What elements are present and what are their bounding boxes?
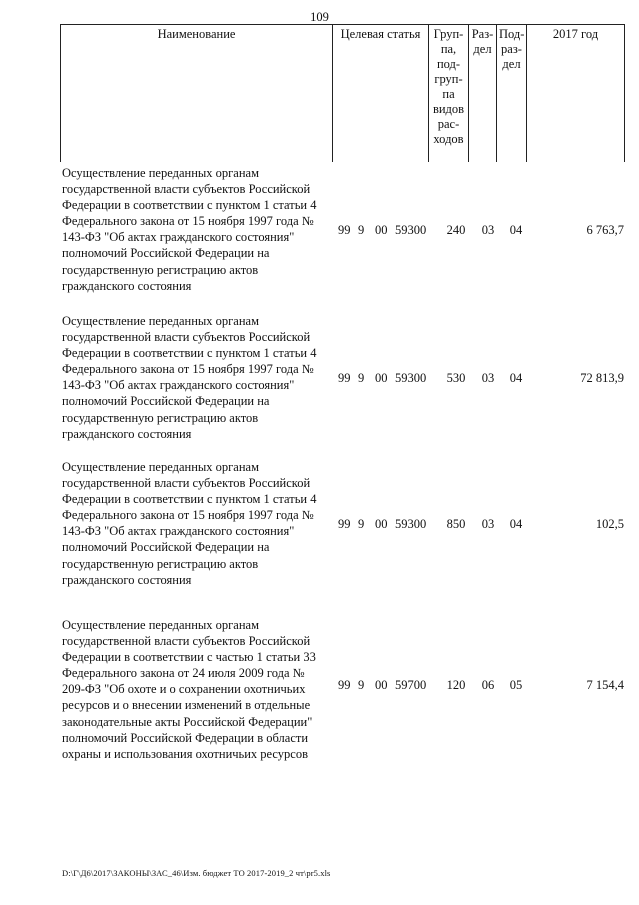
row-subprogram: 9	[358, 517, 365, 531]
row-amount: 72 813,9	[580, 371, 624, 385]
row-group: 00	[375, 678, 388, 692]
header-subsection: Под- раз- дел	[497, 25, 527, 163]
row-direction: 59300	[395, 517, 427, 531]
row-name: Осуществление переданных органам государственной власти субъектов Российской Федерации в соответствии с частью 1 статьи 33 Федерального закона от 24 июля 2009 года № 209-ФЗ "Об охоте и о сохранении охотничьих ресурсов и о внесении изменений в отдельные законодательные акты Российской Федерации" полномочий Российской Федерации в области охраны и использования охотничьих ресурсов	[62, 618, 316, 761]
row-subprogram: 9	[358, 678, 365, 692]
row-section: 03	[481, 223, 495, 237]
header-year: 2017 год	[527, 25, 625, 163]
row-name: Осуществление переданных органам государственной власти субъектов Российской Федерации в соответствии с пунктом 1 статьи 4 Федерального закона от 15 ноября 1997 года № 143-ФЗ "Об актах гражданского состояния" полномочий Российской Федерации на государственную регистрацию актов гражданского состояния	[62, 460, 317, 587]
row-program: 99	[338, 223, 351, 237]
row-subprogram: 9	[358, 371, 365, 385]
row-section: 06	[481, 678, 495, 692]
row-name: Осуществление переданных органам государственной власти субъектов Российской Федерации в соответствии с пунктом 1 статьи 4 Федерального закона от 15 ноября 1997 года № 143-ФЗ "Об актах гражданского состояния" полномочий Российской Федерации на государственную регистрацию актов гражданского состояния	[62, 166, 317, 293]
row-direction: 59300	[395, 371, 427, 385]
row-program: 99	[338, 678, 351, 692]
row-amount: 7 154,4	[586, 678, 624, 692]
row-expense-type: 240	[446, 223, 466, 237]
row-expense-type: 530	[446, 371, 466, 385]
row-program: 99	[338, 517, 351, 531]
header-target-article: Целевая статья	[333, 25, 429, 163]
header-group: Груп- па, под- груп- па видов рас- ходов	[429, 25, 469, 163]
row-subsection: 04	[509, 517, 523, 531]
row-subprogram: 9	[358, 223, 365, 237]
row-amount: 102,5	[595, 517, 624, 531]
file-path-footer: D:\Г\Д6\2017\ЗАКОНЫ\ЗАС_46\Изм. бюджет ТО 2017-2019_2 чт\pr5.xls	[62, 868, 331, 878]
row-name: Осуществление переданных органам государственной власти субъектов Российской Федерации в соответствии с пунктом 1 статьи 4 Федерального закона от 15 ноября 1997 года № 143-ФЗ "Об актах гражданского состояния" полномочий Российской Федерации на государственную регистрацию актов гражданского состояния	[62, 314, 317, 441]
row-subsection: 04	[509, 371, 523, 385]
row-expense-type: 120	[446, 678, 466, 692]
row-amount: 6 763,7	[586, 223, 624, 237]
row-subsection: 04	[509, 223, 523, 237]
row-subsection: 05	[509, 678, 523, 692]
page-number: 109	[310, 10, 329, 24]
row-group: 00	[375, 371, 388, 385]
row-program: 99	[338, 371, 351, 385]
header-name: Наименование	[61, 25, 333, 163]
row-direction: 59700	[395, 678, 427, 692]
row-section: 03	[481, 371, 495, 385]
header-section: Раз- дел	[469, 25, 497, 163]
row-direction: 59300	[395, 223, 427, 237]
row-section: 03	[481, 517, 495, 531]
row-group: 00	[375, 517, 388, 531]
row-expense-type: 850	[446, 517, 466, 531]
row-group: 00	[375, 223, 388, 237]
table-header	[60, 24, 625, 162]
